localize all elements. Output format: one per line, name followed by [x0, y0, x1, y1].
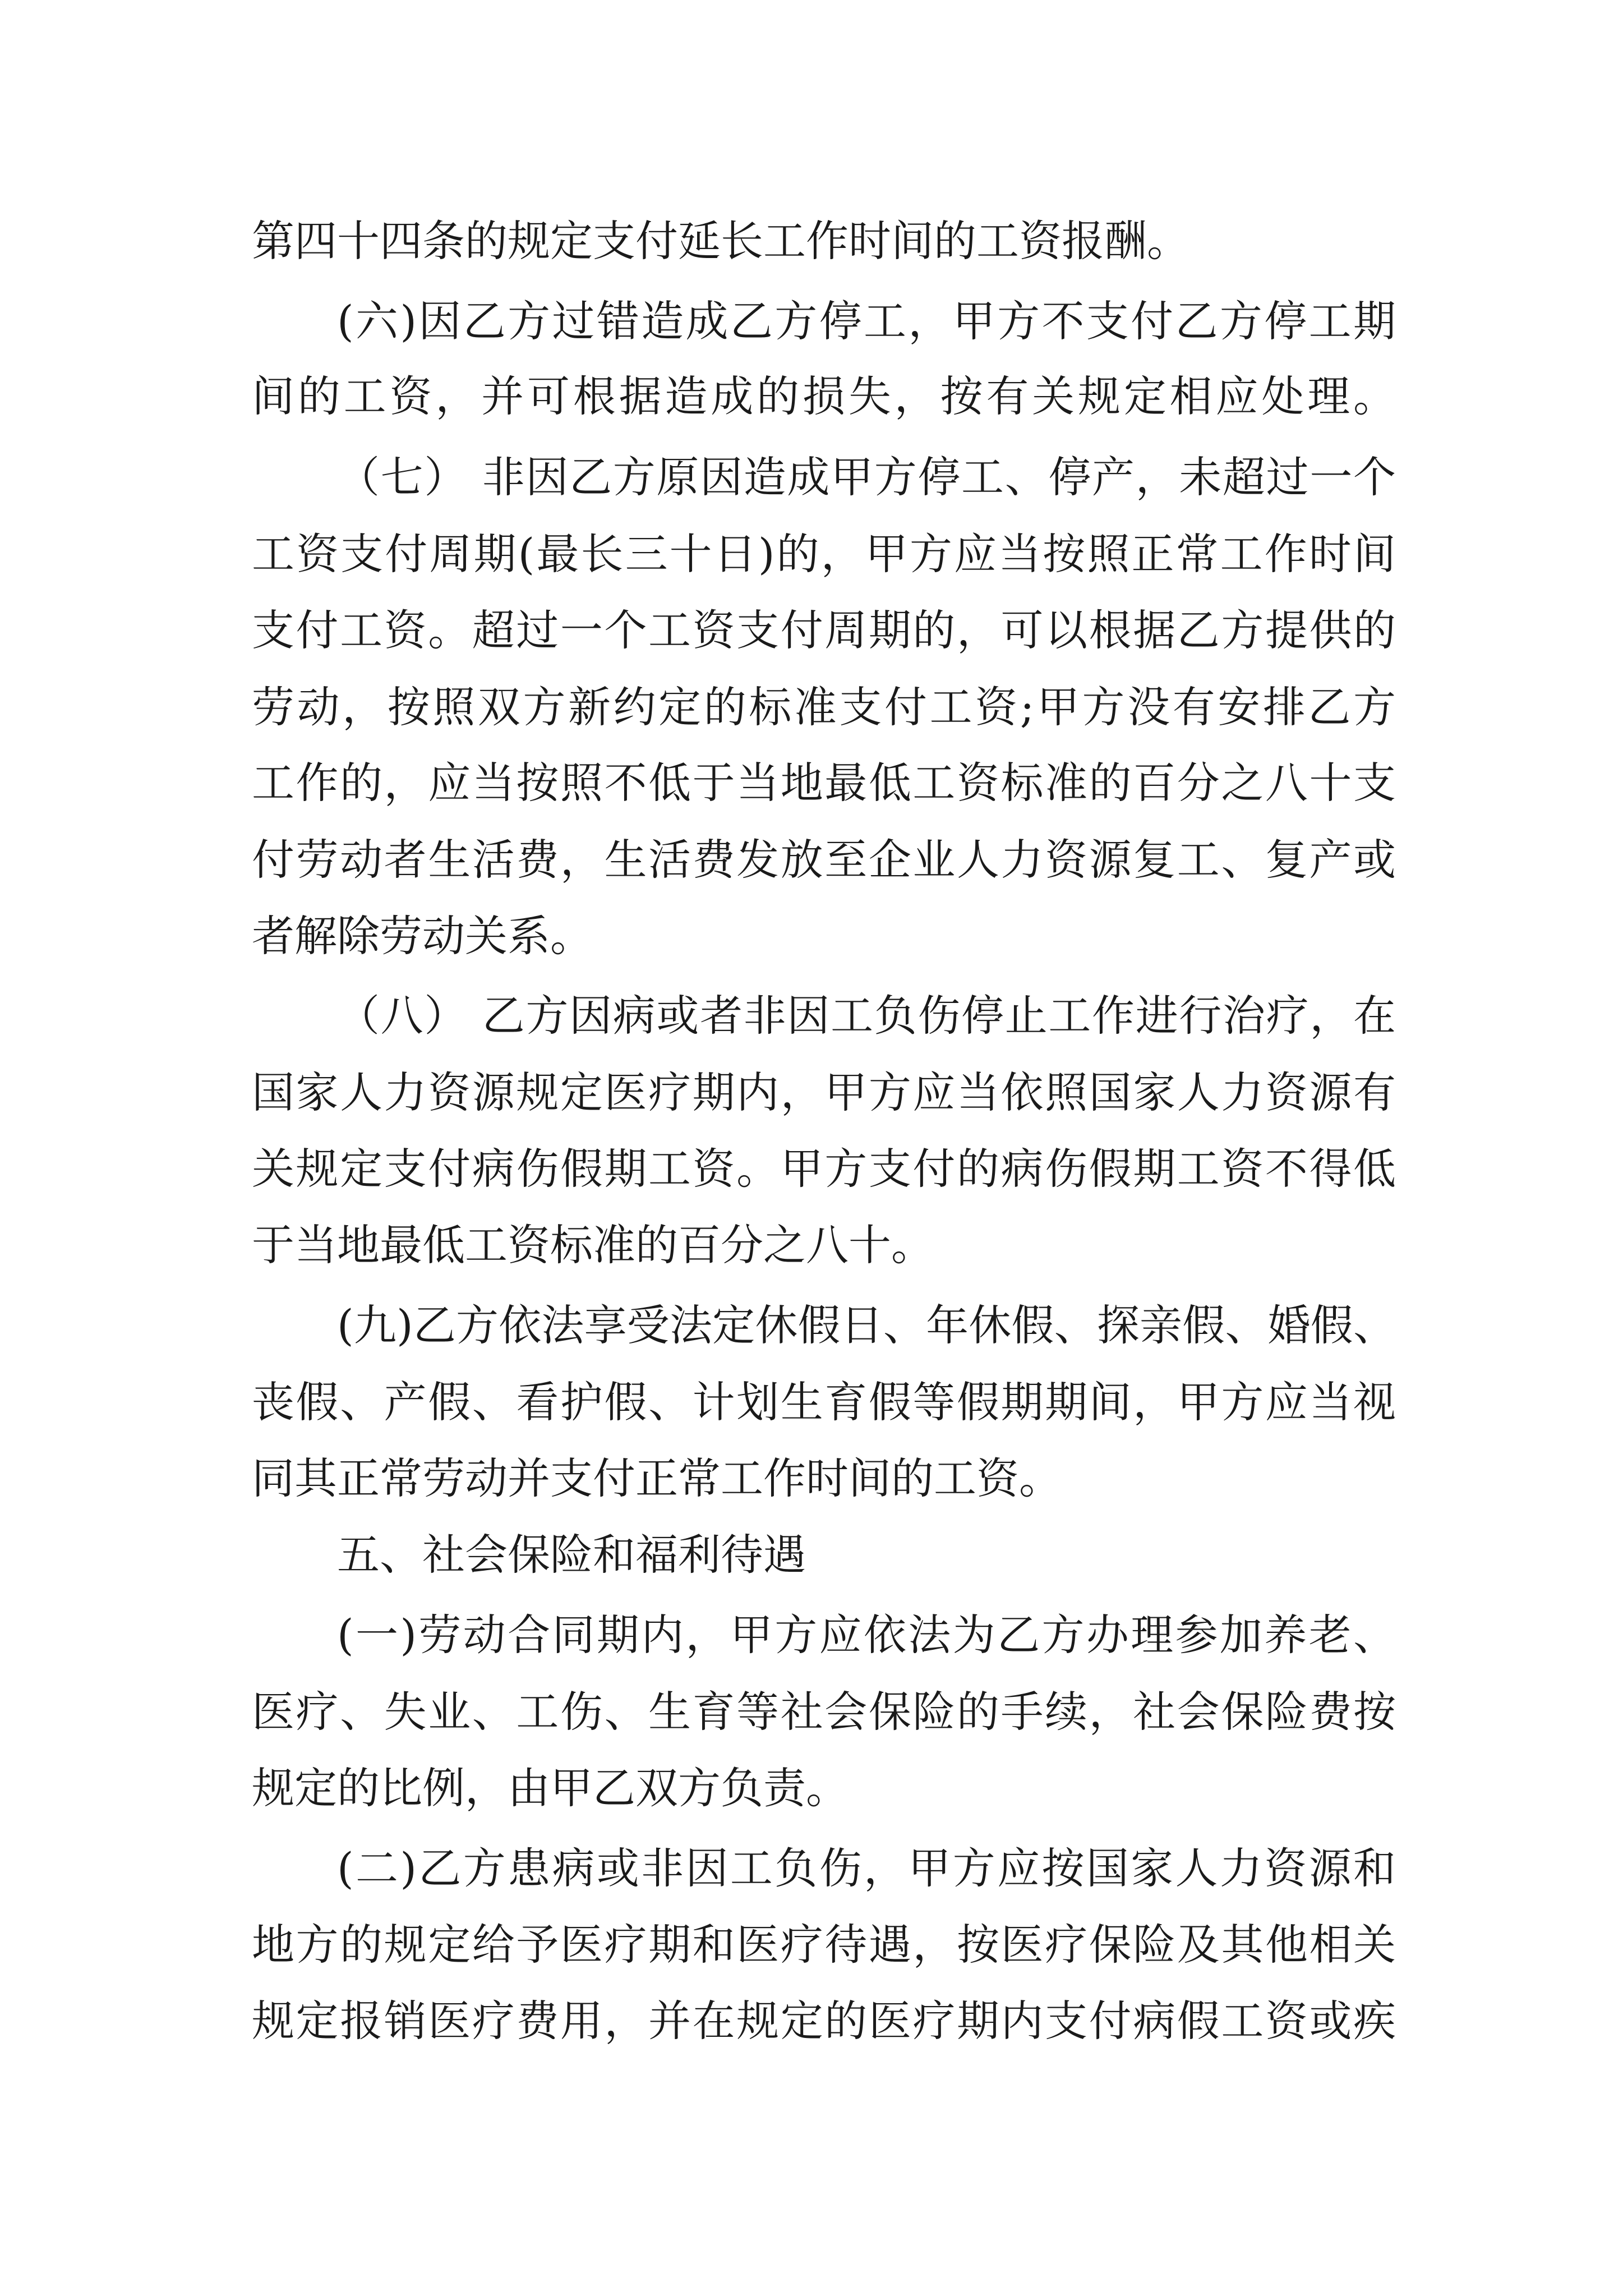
text-line: 地方的规定给予医疗期和医疗待遇，按医疗保险及其他相关 [252, 1920, 1396, 1970]
text-line: 第四十四条的规定支付延长工作时间的工资报酬。 [252, 216, 1189, 266]
text-line: 规定的比例，由甲乙双方负责。 [252, 1763, 849, 1813]
text-line: 支付工资。超过一个工资支付周期的，可以根据乙方提供的 [252, 605, 1396, 655]
paragraph-7-line-1: （七） 非因乙方原因造成甲方停工、停产，未超过一个 [337, 452, 1396, 502]
text-line: 关规定支付病伤假期工资。甲方支付的病伤假期工资不得低 [252, 1144, 1396, 1194]
text-line: 同其正常劳动并支付正常工作时间的工资。 [252, 1453, 1062, 1503]
text-line: 规定报销医疗费用，并在规定的医疗期内支付病假工资或疾 [252, 1996, 1396, 2046]
text-line: 医疗、失业、工伤、生育等社会保险的手续，社会保险费按 [252, 1687, 1396, 1737]
text-line: 付劳动者生活费，生活费发放至企业人力资源复工、复产或 [252, 835, 1396, 885]
paragraph-9-line-1: (九)乙方依法享受法定休假日、年休假、探亲假、婚假、 [337, 1300, 1396, 1350]
paragraph-5-1-line-1: (一)劳动合同期内，甲方应依法为乙方办理参加养老、 [337, 1610, 1396, 1660]
text-line: 工资支付周期(最长三十日)的，甲方应当按照正常工作时间 [252, 529, 1396, 579]
text-line: 劳动，按照双方新约定的标准支付工资;甲方没有安排乙方 [252, 682, 1396, 732]
text-line: 工作的，应当按照不低于当地最低工资标准的百分之八十支 [252, 758, 1396, 808]
text-line: 国家人力资源规定医疗期内，甲方应当依照国家人力资源有 [252, 1068, 1396, 1117]
section-heading: 五、社会保险和福利待遇 [337, 1530, 806, 1580]
paragraph-6-line-1: (六)因乙方过错造成乙方停工，甲方不支付乙方停工期 [337, 296, 1396, 346]
text-line: 丧假、产假、看护假、计划生育假等假期期间，甲方应当视 [252, 1377, 1396, 1427]
text-line: 者解除劳动关系。 [252, 911, 593, 961]
paragraph-8-line-1: （八） 乙方因病或者非因工负伤停止工作进行治疗，在 [337, 991, 1396, 1041]
text-line: 于当地最低工资标准的百分之八十。 [252, 1220, 934, 1270]
text-line: 间的工资，并可根据造成的损失，按有关规定相应处理。 [252, 371, 1396, 421]
paragraph-5-2-line-1: (二)乙方患病或非因工负伤，甲方应按国家人力资源和 [337, 1843, 1396, 1893]
